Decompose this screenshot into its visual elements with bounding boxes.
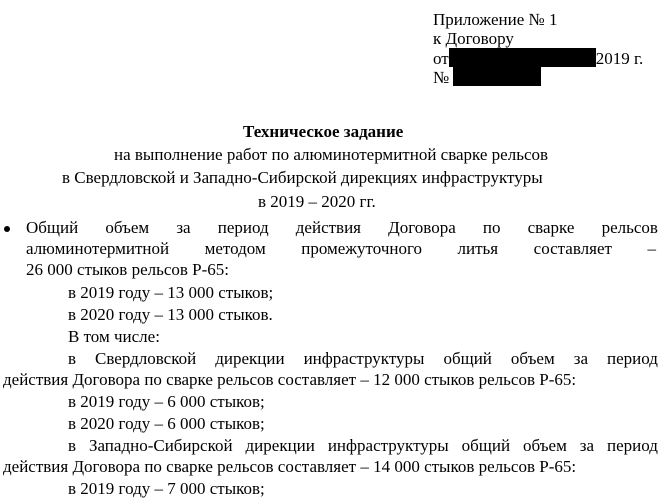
appendix-line-1: Приложение № 1 (433, 10, 558, 29)
word: по (482, 218, 501, 237)
paragraph-1-line-3: 26 000 стыков рельсов Р-65: (26, 260, 230, 279)
word: в (68, 436, 77, 455)
word: период (607, 436, 658, 455)
word: общий (443, 349, 492, 368)
word: алюминотермитной (26, 239, 170, 258)
word: общий (461, 436, 511, 455)
paragraph-1-line-1 (26, 217, 658, 238)
appendix-line-3 (433, 48, 643, 67)
word: промежуточного (301, 239, 423, 258)
word: Договора (388, 218, 456, 237)
word: литья (457, 239, 499, 258)
word: рельсов (601, 218, 658, 237)
appendix-line-4 (433, 67, 643, 86)
word: сварке (527, 218, 575, 237)
word: – (647, 239, 656, 258)
word: период (607, 349, 658, 368)
sverdlovsk-2019: в 2019 году – 6 000 стыков; (68, 392, 265, 411)
word: в (68, 349, 77, 368)
word: за (176, 218, 191, 237)
word: методом (204, 239, 266, 258)
west-siberian-line-2: действия Договора по сварке рельсов составляет – 14 000 стыков рельсов Р-65: (3, 457, 577, 476)
appendix-date-suffix: 2019 г. (595, 49, 644, 68)
word: составляет (533, 239, 612, 258)
document-title: Техническое задание (243, 122, 404, 141)
word: Свердловской (95, 349, 197, 368)
redaction-block-date (449, 48, 596, 67)
word: за (579, 436, 595, 455)
sverdlovsk-line-1 (68, 348, 658, 369)
redaction-block-number (453, 67, 541, 86)
title-line-4: в 2019 – 2020 гг. (258, 192, 376, 211)
word: объем (105, 218, 150, 237)
word: инфраструктуры (303, 349, 425, 368)
sverdlovsk-line-2: действия Договора по сварке рельсов составляет – 12 000 стыков рельсов Р-65: (3, 370, 577, 389)
sverdlovsk-2020: в 2020 году – 6 000 стыков; (68, 414, 265, 433)
west-siberian-line-1 (68, 435, 658, 456)
title-line-2: на выполнение работ по алюминотермитной сварке рельсов (114, 145, 549, 164)
word: действия (295, 218, 361, 237)
including-label: В том числе: (68, 327, 160, 346)
word: за (573, 349, 588, 368)
title-line-3: в Свердловской и Западно-Сибирской дирекциях инфраструктуры (62, 168, 543, 187)
year-2020-total: в 2020 году – 13 000 стыков. (68, 305, 273, 324)
word: Общий (26, 218, 79, 237)
year-2019-total: в 2019 году – 13 000 стыков; (68, 283, 274, 302)
bullet-icon (4, 226, 10, 232)
word: инфраструктуры (327, 436, 449, 455)
word: дирекции (245, 436, 315, 455)
paragraph-1-line-2 (26, 238, 656, 259)
appendix-date-prefix: от (433, 49, 449, 68)
appendix-line-2: к Договору (433, 29, 514, 48)
word: дирекции (215, 349, 285, 368)
west-siberian-2019: в 2019 году – 7 000 стыков; (68, 479, 265, 498)
appendix-number-prefix: № (433, 68, 450, 87)
word: период (217, 218, 269, 237)
appendix-header (433, 10, 643, 86)
word: объем (523, 436, 567, 455)
word: Западно-Сибирской (88, 436, 233, 455)
word: объем (510, 349, 555, 368)
